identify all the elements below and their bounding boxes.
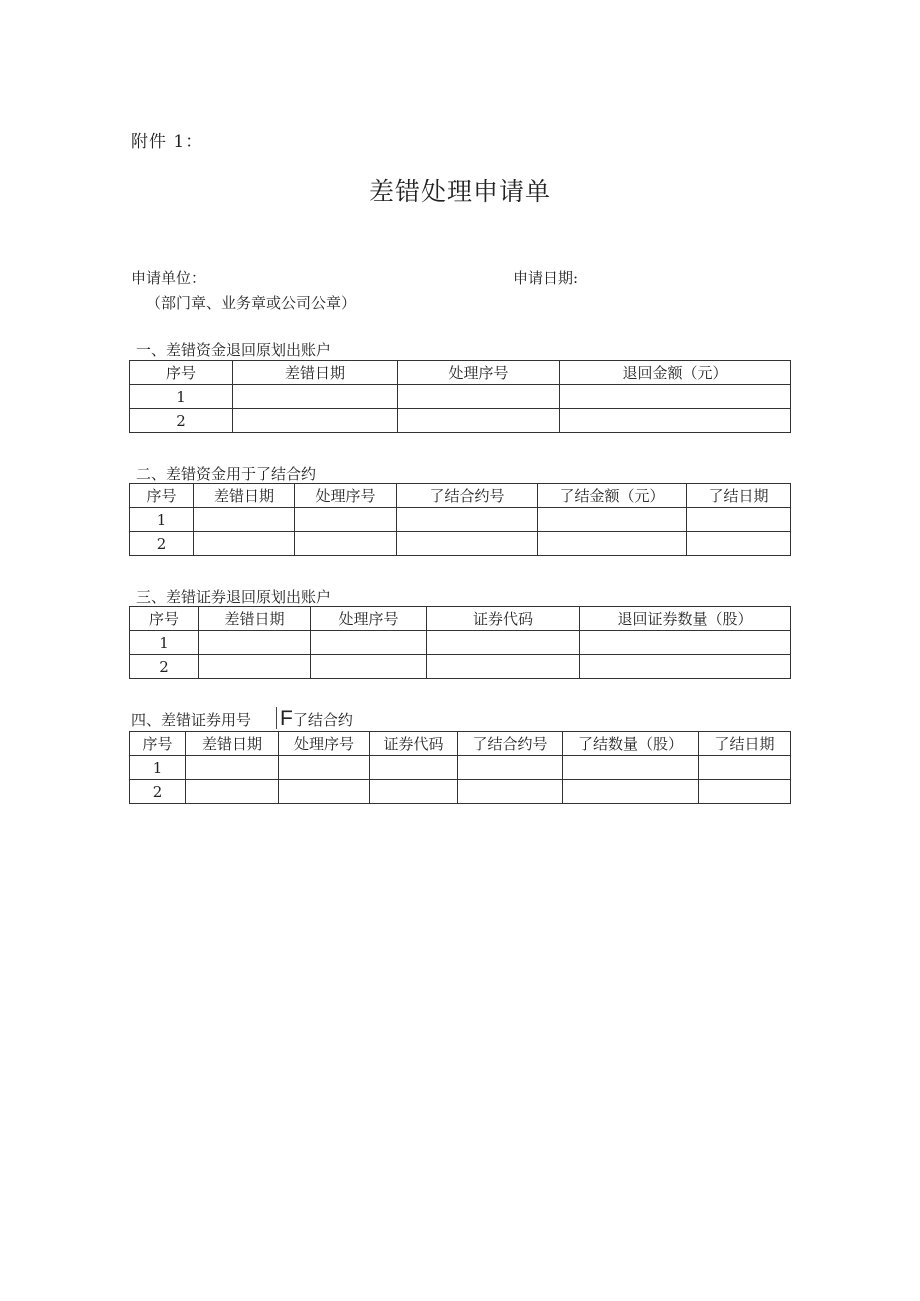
cell-contract-no[interactable] <box>458 756 563 780</box>
cell-process-no[interactable] <box>398 409 560 433</box>
cell-refund-amount[interactable] <box>560 385 791 409</box>
cell-settlement-date[interactable] <box>699 756 791 780</box>
column-header: 处理序号 <box>279 732 370 756</box>
column-header: 差错日期 <box>199 607 311 631</box>
table-row <box>130 756 791 780</box>
cell-error-date[interactable] <box>194 532 295 556</box>
column-header: 差错日期 <box>194 484 295 508</box>
cell-contract-no[interactable] <box>397 532 538 556</box>
cell-security-code[interactable] <box>370 756 458 780</box>
column-header: 序号 <box>130 607 199 631</box>
column-header: 退回证券数量（股） <box>580 607 791 631</box>
cell-contract-no[interactable] <box>458 780 563 804</box>
stray-mark: F <box>280 707 293 730</box>
row-number: 1 <box>130 756 186 780</box>
row-number: 2 <box>130 655 199 679</box>
column-header: 退回金额（元） <box>560 361 791 385</box>
cell-security-code[interactable] <box>427 631 580 655</box>
cell-refund-quantity[interactable] <box>580 631 791 655</box>
form-title: 差错处理申请单 <box>368 177 551 206</box>
cell-process-no[interactable] <box>279 780 370 804</box>
row-number: 2 <box>130 409 233 433</box>
cell-refund-amount[interactable] <box>560 409 791 433</box>
section-title-funds-settlement: 二、差错资金用于了结合约 <box>136 465 317 483</box>
column-header: 证券代码 <box>370 732 458 756</box>
table-header-row <box>130 484 791 508</box>
section-title-refund-securities: 三、差错证券退回原划出账户 <box>136 588 332 606</box>
cell-error-date[interactable] <box>186 756 279 780</box>
column-header: 序号 <box>130 732 186 756</box>
row-number: 2 <box>130 780 186 804</box>
cell-contract-no[interactable] <box>397 508 538 532</box>
cell-process-no[interactable] <box>398 385 560 409</box>
section-title-suffix <box>277 707 353 731</box>
cell-settlement-amount[interactable] <box>538 508 687 532</box>
table-refund-securities <box>129 606 791 679</box>
cell-error-date[interactable] <box>233 409 398 433</box>
application-date-label: 申请日期: <box>513 269 579 287</box>
table-header-row <box>130 732 791 756</box>
column-header: 了结金额（元） <box>538 484 687 508</box>
table-row <box>130 780 791 804</box>
row-number: 2 <box>130 532 194 556</box>
cell-process-no[interactable] <box>295 532 397 556</box>
cell-settlement-quantity[interactable] <box>563 756 699 780</box>
cell-refund-quantity[interactable] <box>580 655 791 679</box>
cell-process-no[interactable] <box>311 655 427 679</box>
row-number: 1 <box>130 508 194 532</box>
table-header-row <box>130 361 791 385</box>
applicant-unit-label: 申请单位： <box>131 269 207 287</box>
column-header: 了结合约号 <box>397 484 538 508</box>
table-refund-funds <box>129 360 791 433</box>
table-row <box>130 655 791 679</box>
table-securities-settlement <box>129 731 791 804</box>
cell-security-code[interactable] <box>370 780 458 804</box>
section-title-suffix-text: 了结合约 <box>292 711 353 729</box>
cell-process-no[interactable] <box>295 508 397 532</box>
column-header: 了结合约号 <box>458 732 563 756</box>
cell-settlement-date[interactable] <box>687 508 791 532</box>
cell-error-date[interactable] <box>199 655 311 679</box>
column-header: 了结数量（股） <box>563 732 699 756</box>
cell-settlement-amount[interactable] <box>538 532 687 556</box>
row-number: 1 <box>130 631 199 655</box>
cell-error-date[interactable] <box>186 780 279 804</box>
column-header: 序号 <box>130 361 233 385</box>
cell-settlement-quantity[interactable] <box>563 780 699 804</box>
cell-settlement-date[interactable] <box>699 780 791 804</box>
attachment-label: 附件 1： <box>131 132 204 152</box>
column-header: 了结日期 <box>699 732 791 756</box>
table-row <box>130 385 791 409</box>
cell-error-date[interactable] <box>194 508 295 532</box>
table-header-row <box>130 607 791 631</box>
column-header: 处理序号 <box>295 484 397 508</box>
section-title-refund-funds: 一、差错资金退回原划出账户 <box>136 341 332 359</box>
table-row <box>130 631 791 655</box>
cell-process-no[interactable] <box>279 756 370 780</box>
table-row <box>130 508 791 532</box>
seal-note: （部门章、业务章或公司公章） <box>146 294 357 312</box>
table-row <box>130 409 791 433</box>
column-header: 差错日期 <box>186 732 279 756</box>
cell-security-code[interactable] <box>427 655 580 679</box>
cell-process-no[interactable] <box>311 631 427 655</box>
column-header: 序号 <box>130 484 194 508</box>
column-header: 差错日期 <box>233 361 398 385</box>
column-header: 处理序号 <box>398 361 560 385</box>
section-title-securities-settlement: 四、差错证券用号 <box>131 711 252 729</box>
cell-error-date[interactable] <box>199 631 311 655</box>
table-row <box>130 532 791 556</box>
column-header: 处理序号 <box>311 607 427 631</box>
column-header: 证券代码 <box>427 607 580 631</box>
cell-settlement-date[interactable] <box>687 532 791 556</box>
column-header: 了结日期 <box>687 484 791 508</box>
table-funds-settlement <box>129 483 791 556</box>
cell-error-date[interactable] <box>233 385 398 409</box>
row-number: 1 <box>130 385 233 409</box>
